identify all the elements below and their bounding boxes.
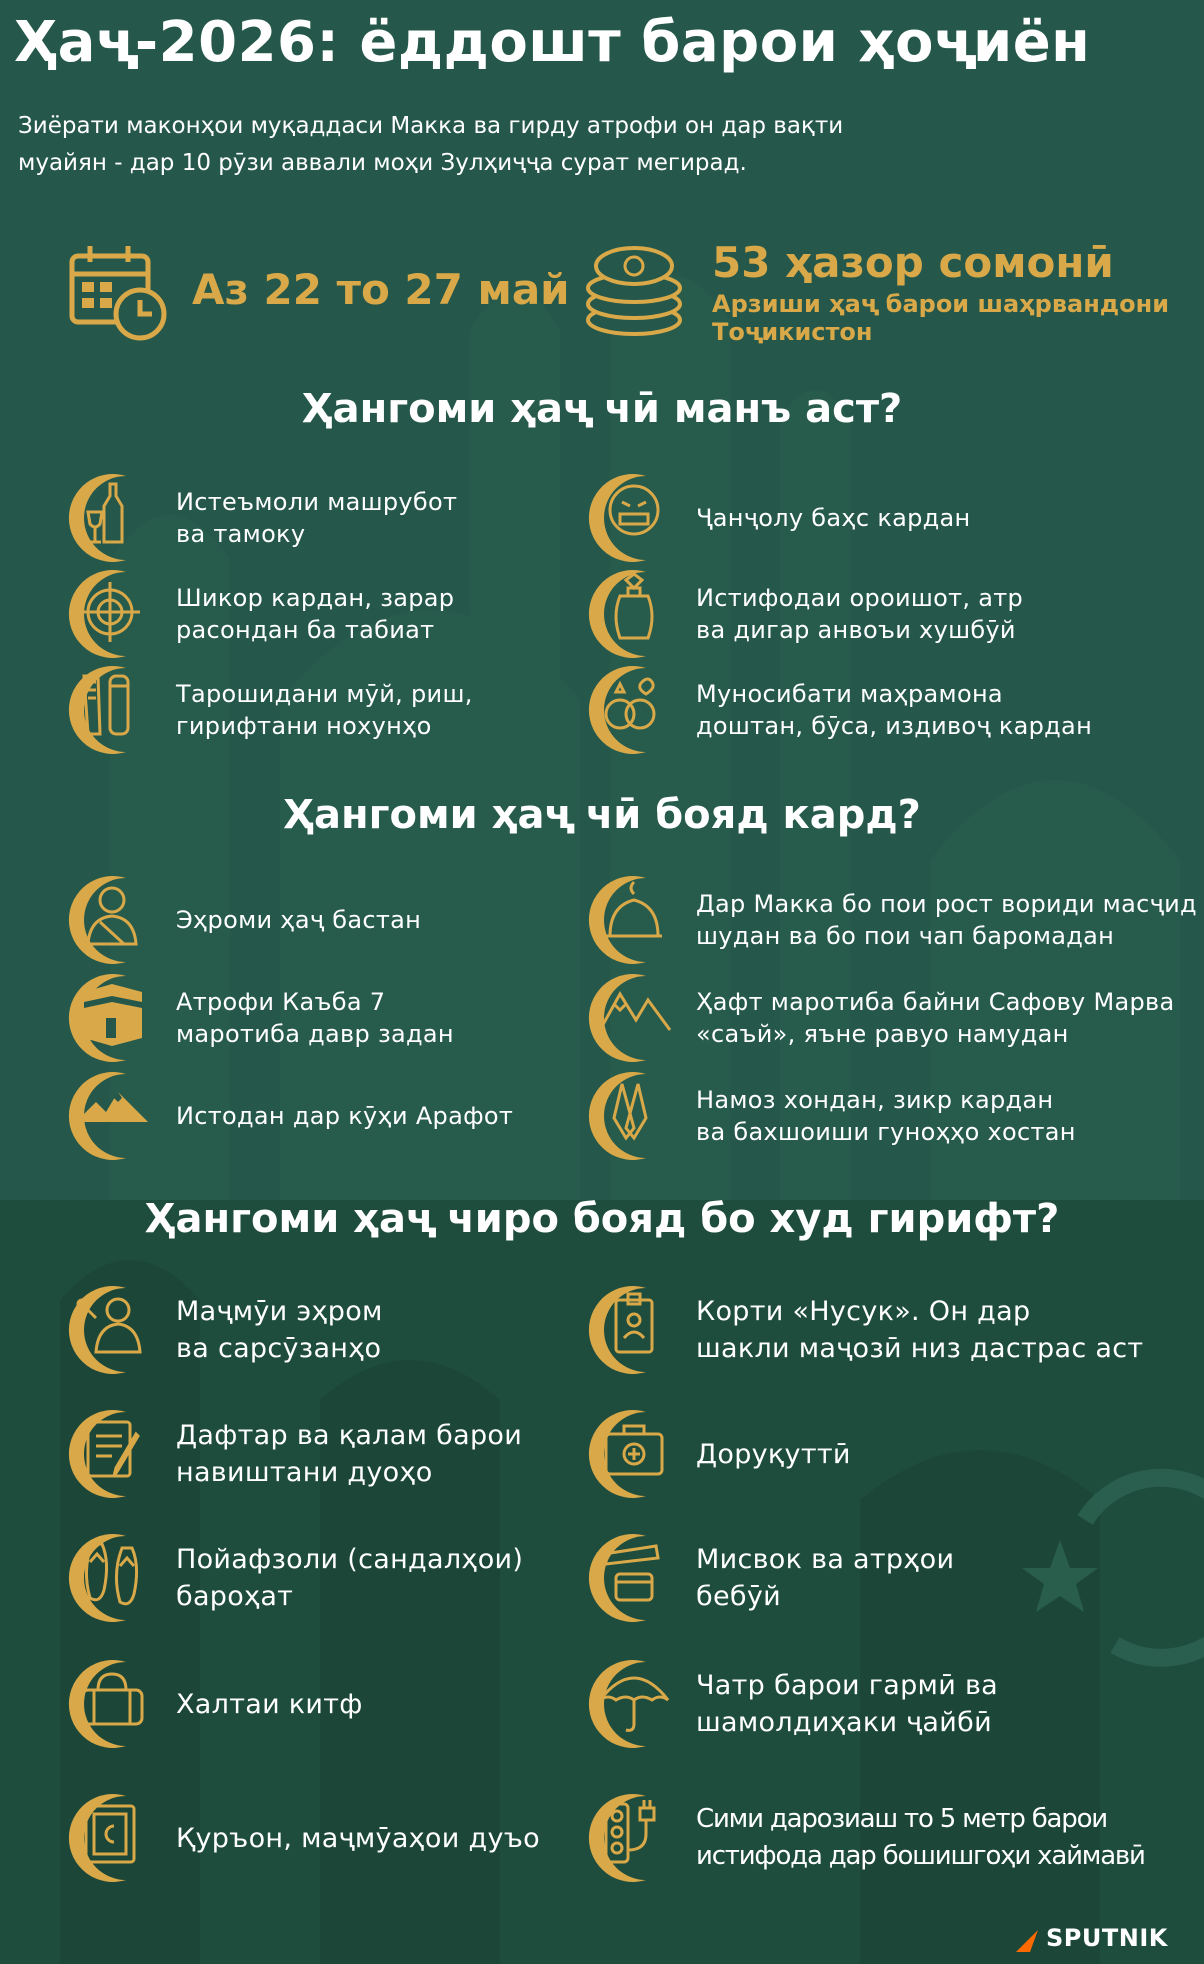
bring-item-umbrella-line-1: Чатр барои гармӣ ва — [696, 1670, 999, 1701]
forbidden-item-hunting — [66, 566, 454, 662]
bring-item-miswak — [586, 1530, 954, 1626]
bring-item-bag — [66, 1656, 363, 1752]
sandals-icon — [66, 1530, 162, 1626]
bring-item-miswak-line-2: бебӯй — [696, 1581, 781, 1612]
forbidden-item-intimacy — [586, 662, 1092, 758]
hajj-price-caption-line-2: Тоҷикистон — [712, 318, 873, 346]
mosque-dome-icon — [586, 872, 682, 968]
required-item-sai-line-1: Ҳафт маротиба байни Сафову Марва — [696, 988, 1175, 1016]
first-aid-kit-icon — [586, 1406, 682, 1502]
forbidden-item-alcohol-line-1: Истеъмоли машрубот — [176, 488, 458, 516]
forbidden-item-quarrel — [586, 470, 971, 566]
forbidden-item-perfume-line-2: ва дигар анвоъи хушбӯй — [696, 616, 1016, 644]
forbidden-item-intimacy-line-2: доштан, бӯса, издивоҷ кардан — [696, 712, 1093, 740]
forbidden-item-hunting-line-2: расондан ба табиат — [176, 616, 435, 644]
bring-item-extension-cord — [586, 1790, 1145, 1886]
praying-hands-icon — [586, 1068, 682, 1164]
bring-item-sandals — [66, 1530, 523, 1626]
wine-bottle-icon — [66, 470, 162, 566]
forbidden-item-shaving — [66, 662, 473, 758]
bring-item-umbrella-line-2: шамолдиҳаки ҷайбӣ — [696, 1707, 992, 1738]
required-item-sai — [586, 970, 1175, 1066]
bring-item-nusuk-card-line-1: Корти «Нусук». Он дар — [696, 1296, 1031, 1327]
section-title-required: Ҳангоми ҳаҷ чӣ бояд кард? — [283, 792, 921, 838]
required-item-arafat-line-1: Истодан дар кӯҳи Арафот — [176, 1102, 514, 1130]
bring-item-miswak-line-1: Мисвок ва атрҳои — [696, 1544, 955, 1575]
section-title-bring: Ҳангоми ҳаҷ чиро бояд бо худ гирифт? — [144, 1196, 1060, 1242]
forbidden-item-shaving-line-2: гирифтани нохунҳо — [176, 712, 432, 740]
intro-text — [18, 108, 918, 182]
perfume-icon — [586, 566, 682, 662]
sputnik-logo-icon — [1012, 1926, 1042, 1956]
required-item-mosque — [586, 872, 1197, 968]
extension-cord-icon — [586, 1790, 682, 1886]
hajj-price: 53 ҳазор сомонӣ — [712, 238, 1114, 287]
required-item-ihram — [66, 872, 421, 968]
required-item-mosque-line-1: Дар Макка бо пои рост вориди масҷид — [696, 890, 1197, 918]
rings-icon — [586, 662, 682, 758]
forbidden-item-hunting-line-1: Шикор кардан, зарар — [176, 584, 455, 612]
id-card-icon — [586, 1282, 682, 1378]
required-item-tawaf-line-2: маротиба давр задан — [176, 1020, 454, 1048]
bring-item-extension-cord-line-2: истифода дар бошишгоҳи хаймавӣ — [696, 1841, 1145, 1871]
quran-icon — [66, 1790, 162, 1886]
section-title-forbidden: Ҳангоми ҳаҷ чӣ манъ аст? — [301, 386, 903, 432]
calendar-clock-icon — [68, 242, 172, 342]
kaaba-icon — [66, 970, 162, 1066]
bring-item-ihram-set-line-1: Маҷмӯи эҳром — [176, 1296, 383, 1327]
sputnik-logo: SPUTNIK — [1046, 1924, 1168, 1952]
bring-item-notebook-line-2: навиштани дуоҳо — [176, 1457, 433, 1488]
bring-item-quran — [66, 1790, 540, 1886]
intro-line-1: Зиёрати маконҳои муқаддаси Макка ва гирду атрофи он дар вақти — [18, 113, 844, 139]
bring-item-umbrella — [586, 1656, 998, 1752]
forbidden-item-alcohol-line-2: ва тамоку — [176, 520, 306, 548]
forbidden-item-intimacy-line-1: Муносибати маҳрамона — [696, 680, 1003, 708]
bring-item-sandals-line-2: бароҳат — [176, 1581, 294, 1612]
comb-razor-icon — [66, 662, 162, 758]
umbrella-icon — [586, 1656, 682, 1752]
bring-item-notebook — [66, 1406, 522, 1502]
page-title: Ҳаҷ-2026: ёддошт барои ҳоҷиён — [14, 10, 1091, 75]
required-item-tawaf — [66, 970, 454, 1066]
ihram-pins-icon — [66, 1282, 162, 1378]
coins-stack-icon — [582, 242, 686, 342]
bring-item-first-aid-line-1: Доруқуттӣ — [696, 1438, 851, 1470]
bring-item-sandals-line-1: Пойафзоли (сандалҳои) — [176, 1544, 524, 1575]
toothpaste-icon — [586, 1530, 682, 1626]
bring-item-notebook-line-1: Дафтар ва қалам барои — [176, 1420, 523, 1451]
pilgrim-icon — [66, 872, 162, 968]
bring-item-nusuk-card — [586, 1282, 1143, 1378]
bring-item-nusuk-card-line-2: шакли маҷозӣ низ дастрас аст — [696, 1333, 1144, 1364]
intro-line-2: муайян - дар 10 рӯзи аввали моҳи Зулҳиҷҷа сурат мегирад. — [18, 150, 747, 176]
hajj-price-caption-line-1: Арзиши ҳаҷ барои шаҳрвандони — [712, 290, 1170, 318]
shoulder-bag-icon — [66, 1656, 162, 1752]
bring-item-quran-line-1: Қуръон, маҷмӯаҳои дуъо — [176, 1822, 540, 1854]
forbidden-item-shaving-line-1: Тарошидани мӯй, риш, — [176, 680, 473, 708]
required-item-arafat — [66, 1068, 513, 1164]
crosshair-icon — [66, 566, 162, 662]
forbidden-item-perfume — [586, 566, 1023, 662]
bring-item-extension-cord-line-1: Сими дарозиаш то 5 метр барои — [696, 1804, 1107, 1834]
angry-face-icon — [586, 470, 682, 566]
hills-icon — [586, 970, 682, 1066]
required-item-prayer — [586, 1068, 1076, 1164]
forbidden-item-alcohol — [66, 470, 457, 566]
forbidden-item-perfume-line-1: Истифодаи ороишот, атр — [696, 584, 1024, 612]
required-item-prayer-line-1: Намоз хондан, зикр кардан — [696, 1086, 1054, 1114]
required-item-prayer-line-2: ва бахшоиши гуноҳҳо хостан — [696, 1118, 1076, 1146]
required-item-tawaf-line-1: Атрофи Каъба 7 — [176, 988, 386, 1016]
hajj-price-caption — [712, 290, 1172, 346]
forbidden-item-quarrel-line-1: Ҷанҷолу баҳс кардан — [696, 504, 971, 532]
required-item-mosque-line-2: шудан ва бо пои чап баромадан — [696, 922, 1115, 950]
mountain-icon — [66, 1068, 162, 1164]
hajj-dates: Аз 22 то 27 май — [192, 265, 570, 314]
bring-item-bag-line-1: Халтаи китф — [176, 1688, 363, 1720]
bring-item-ihram-set-line-2: ва сарсӯзанҳо — [176, 1333, 382, 1364]
required-item-ihram-line-1: Эҳроми ҳаҷ бастан — [176, 906, 422, 934]
notebook-pen-icon — [66, 1406, 162, 1502]
bring-item-first-aid — [586, 1406, 851, 1502]
bring-item-ihram-set — [66, 1282, 383, 1378]
required-item-sai-line-2: «саъй», яъне равуо намудан — [696, 1020, 1069, 1048]
